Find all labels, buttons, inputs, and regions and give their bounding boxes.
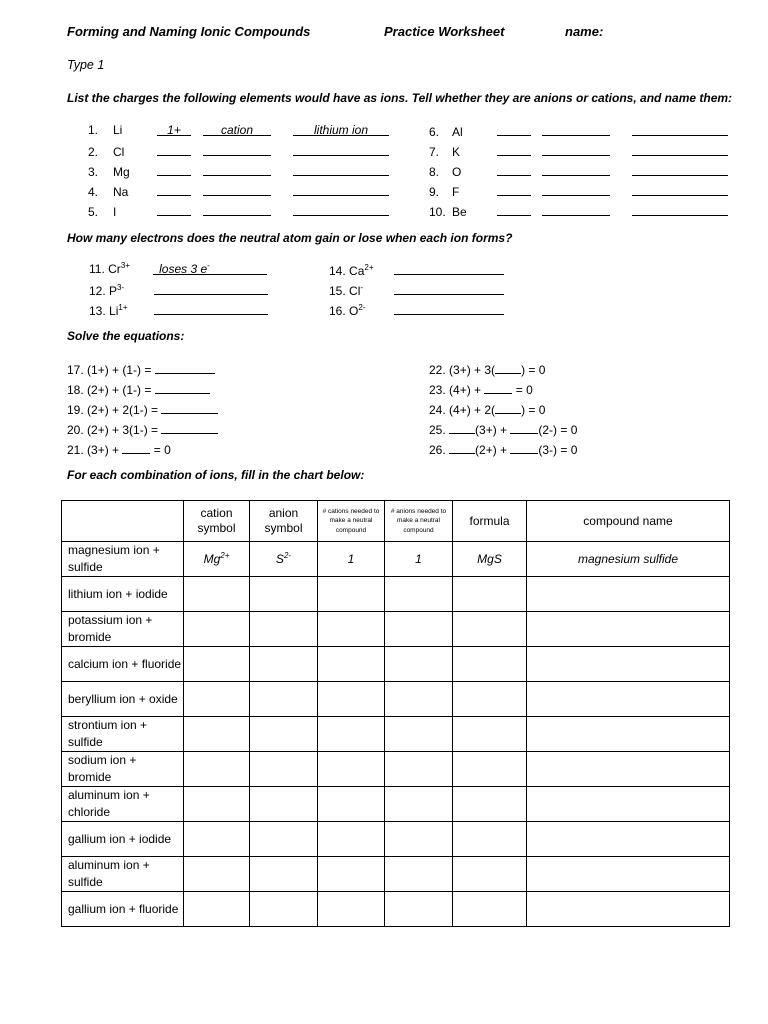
- ion-type-blank[interactable]: [542, 183, 610, 196]
- item-number: 6.: [429, 125, 440, 139]
- electron-change-blank[interactable]: [394, 302, 504, 315]
- ion-type-blank[interactable]: [203, 163, 271, 176]
- element-item: [88, 143, 389, 159]
- equation-item: [429, 361, 545, 377]
- ion-pair-cell: aluminum ion + sulfide: [62, 857, 184, 892]
- charge-blank[interactable]: [497, 183, 531, 196]
- item-number: 22.: [429, 363, 446, 377]
- ion-pair-cell: strontium ion + sulfide: [62, 717, 184, 752]
- header-blank: [62, 501, 184, 542]
- ion-item: [329, 262, 504, 278]
- item-number: 3.: [88, 165, 99, 179]
- chart-row: [62, 822, 730, 857]
- equation-text: (2+) + 2(1-) =: [87, 403, 162, 417]
- cations-needed-cell[interactable]: [318, 822, 385, 857]
- equation-text: (3+) + 3(: [449, 363, 496, 377]
- cation-symbol-cell[interactable]: [184, 682, 250, 717]
- ion-type-blank[interactable]: [203, 203, 271, 216]
- item-number: 1.: [88, 123, 99, 137]
- charge-blank[interactable]: [497, 143, 531, 156]
- equation-item: [429, 421, 577, 437]
- formula-cell[interactable]: [453, 787, 527, 822]
- formula-cell[interactable]: [453, 717, 527, 752]
- item-number: 4.: [88, 185, 99, 199]
- section2-instruction: How many electrons does the neutral atom gain or lose when each ion forms?: [67, 231, 513, 245]
- ion-type-blank[interactable]: [542, 203, 610, 216]
- compound-name-cell[interactable]: [527, 752, 730, 787]
- formula-cell[interactable]: [453, 612, 527, 647]
- element-item: [429, 183, 728, 199]
- ion-symbol: $P^{3-}$: [109, 283, 125, 298]
- ion-pair-cell: magnesium ion + sulfide: [62, 542, 184, 577]
- equation-text: (2+) + (1-) =: [87, 383, 155, 397]
- anion-symbol-cell[interactable]: [250, 577, 318, 612]
- equation-text: = 0: [512, 383, 533, 397]
- ion-type-blank[interactable]: [542, 163, 610, 176]
- equation-answer-blank[interactable]: [449, 421, 475, 434]
- anions-needed-cell[interactable]: [385, 822, 453, 857]
- element-symbol: Be: [452, 205, 467, 219]
- chart-row: [62, 682, 730, 717]
- ion-name-blank[interactable]: [632, 203, 728, 216]
- ion-pair-cell: beryllium ion + oxide: [62, 682, 184, 717]
- anion-symbol-cell[interactable]: [250, 682, 318, 717]
- cations-needed-cell[interactable]: [318, 892, 385, 927]
- cations-needed-cell[interactable]: [318, 647, 385, 682]
- equation-text: (2-) = 0: [538, 423, 578, 437]
- anions-needed-cell[interactable]: [385, 717, 453, 752]
- element-symbol: Na: [113, 185, 129, 199]
- equation-answer-blank[interactable]: [161, 421, 218, 434]
- example-compound-name: magnesium sulfide: [527, 542, 730, 577]
- equation-text: ) = 0: [521, 403, 546, 417]
- ion-pair-cell: sodium ion + bromide: [62, 752, 184, 787]
- element-symbol: Cl: [113, 145, 125, 159]
- anions-needed-cell[interactable]: [385, 892, 453, 927]
- element-item: [88, 163, 389, 179]
- equation-answer-blank[interactable]: [510, 441, 538, 454]
- ion-pair-cell: gallium ion + iodide: [62, 822, 184, 857]
- element-symbol: O: [452, 165, 462, 179]
- item-number: 14.: [329, 264, 346, 278]
- chart-row: [62, 857, 730, 892]
- equation-answer-blank[interactable]: [155, 361, 215, 374]
- item-number: 7.: [429, 145, 440, 159]
- chart-header-row: [62, 501, 730, 542]
- equation-item: [67, 441, 171, 457]
- item-number: 17.: [67, 363, 84, 377]
- charge-blank[interactable]: [497, 203, 531, 216]
- section1-instruction: List the charges the following elements would have as ions. Tell whether they are anions or cations, and name them:: [67, 91, 733, 105]
- compound-name-cell[interactable]: [527, 717, 730, 752]
- item-number: 24.: [429, 403, 446, 417]
- chart-row: [62, 612, 730, 647]
- equation-text: (3+) +: [475, 423, 511, 437]
- electron-change-blank[interactable]: [154, 302, 268, 315]
- ion-pair-cell: aluminum ion + chloride: [62, 787, 184, 822]
- cation-symbol-cell[interactable]: [184, 892, 250, 927]
- formula-cell[interactable]: [453, 647, 527, 682]
- name-label: name:: [565, 24, 604, 39]
- equation-text: (3-) = 0: [538, 443, 578, 457]
- charge-blank[interactable]: [157, 163, 191, 176]
- element-symbol: Li: [113, 123, 123, 137]
- item-number: 15.: [329, 284, 346, 298]
- equation-item: [67, 381, 210, 397]
- equation-text: (3+) +: [87, 443, 123, 457]
- formula-cell[interactable]: [453, 752, 527, 787]
- anion-symbol-cell[interactable]: [250, 822, 318, 857]
- ion-pair-cell: calcium ion + fluoride: [62, 647, 184, 682]
- ion-item: [89, 262, 267, 276]
- equation-answer-blank[interactable]: [484, 381, 512, 394]
- charge-blank[interactable]: [497, 123, 531, 136]
- cations-needed-cell[interactable]: [318, 577, 385, 612]
- equation-text: = 0: [150, 443, 171, 457]
- anion-symbol-cell[interactable]: [250, 752, 318, 787]
- item-number: 11.: [89, 262, 105, 276]
- section4-instruction: For each combination of ions, fill in the chart below:: [67, 468, 365, 482]
- cations-needed-cell[interactable]: [318, 612, 385, 647]
- item-number: 25.: [429, 423, 446, 437]
- ion-item: [89, 302, 268, 318]
- charge-blank[interactable]: [157, 183, 191, 196]
- cations-needed-cell[interactable]: [318, 682, 385, 717]
- electron-change-blank[interactable]: [154, 282, 268, 295]
- cation-symbol-cell[interactable]: [184, 857, 250, 892]
- element-symbol: K: [452, 145, 461, 159]
- item-number: 9.: [429, 185, 440, 199]
- cation-symbol-cell[interactable]: [184, 787, 250, 822]
- ion-pair-cell: potassium ion + bromide: [62, 612, 184, 647]
- item-number: 21.: [67, 443, 84, 457]
- ion-symbol: Cl-: [349, 283, 364, 298]
- worksheet-title: Forming and Naming Ionic Compounds: [67, 24, 311, 39]
- chart-example-row: [62, 542, 730, 577]
- item-number: 26.: [429, 443, 446, 457]
- anion-symbol-cell[interactable]: [250, 612, 318, 647]
- compound-name-cell[interactable]: [527, 857, 730, 892]
- compound-name-cell[interactable]: [527, 612, 730, 647]
- element-item: [429, 143, 728, 159]
- header-cations-needed: # cations needed to make a neutral compound: [318, 501, 385, 542]
- example-anion-symbol: $S^{2-}$: [250, 542, 318, 577]
- equation-answer-blank[interactable]: [122, 441, 150, 454]
- ion-name-blank[interactable]: [293, 143, 389, 156]
- electron-change-blank[interactable]: [394, 262, 504, 275]
- ion-pair-cell: gallium ion + fluoride: [62, 892, 184, 927]
- equation-item: [67, 401, 218, 417]
- ion-type-blank[interactable]: [203, 143, 271, 156]
- cation-symbol-cell[interactable]: [184, 612, 250, 647]
- example-anions-needed: 1: [385, 542, 453, 577]
- chart-row: [62, 577, 730, 612]
- item-number: 18.: [67, 383, 84, 397]
- formula-cell[interactable]: [453, 577, 527, 612]
- item-number: 5.: [88, 205, 99, 219]
- anion-symbol-cell[interactable]: [250, 892, 318, 927]
- compound-name-cell[interactable]: [527, 577, 730, 612]
- ion-item: [329, 282, 504, 298]
- equation-item: [429, 441, 577, 457]
- chart-row: [62, 717, 730, 752]
- equation-item: [67, 361, 215, 377]
- element-symbol: I: [113, 205, 117, 219]
- item-number: 13.: [89, 304, 106, 318]
- anions-needed-cell[interactable]: [385, 577, 453, 612]
- equation-text: (4+) + 2(: [449, 403, 496, 417]
- element-item: [429, 123, 728, 139]
- item-number: 8.: [429, 165, 440, 179]
- ion-pair-cell: lithium ion + iodide: [62, 577, 184, 612]
- equation-answer-blank[interactable]: [510, 421, 538, 434]
- item-number: 23.: [429, 383, 446, 397]
- anions-needed-cell[interactable]: [385, 612, 453, 647]
- element-item: [88, 123, 389, 137]
- header-cation-symbol: cation symbol: [184, 501, 250, 542]
- ion-name-blank[interactable]: [632, 123, 728, 136]
- anion-symbol-cell[interactable]: [250, 857, 318, 892]
- equation-text: ) = 0: [521, 363, 546, 377]
- ion-symbol: $Li^{1+}$: [109, 303, 128, 318]
- ion-item: [89, 282, 268, 298]
- item-number: 16.: [329, 304, 346, 318]
- ion-type-blank[interactable]: cation: [203, 123, 271, 136]
- item-number: 2.: [88, 145, 99, 159]
- anion-symbol-cell[interactable]: [250, 717, 318, 752]
- ion-name-blank[interactable]: [293, 183, 389, 196]
- chart-row: [62, 787, 730, 822]
- ion-name-blank[interactable]: [293, 163, 389, 176]
- anion-symbol-cell[interactable]: [250, 787, 318, 822]
- header-formula: formula: [453, 501, 527, 542]
- ion-name-blank[interactable]: [632, 143, 728, 156]
- header-anions-needed: # anions needed to make a neutral compound: [385, 501, 453, 542]
- charge-blank[interactable]: [157, 143, 191, 156]
- type-label: Type 1: [67, 58, 105, 72]
- item-number: 10.: [429, 205, 446, 219]
- ion-name-blank[interactable]: lithium ion: [293, 123, 389, 136]
- ion-item: [329, 302, 504, 318]
- item-number: 12.: [89, 284, 106, 298]
- ion-chart-table: [61, 500, 730, 927]
- element-symbol: Al: [452, 125, 463, 139]
- anions-needed-cell[interactable]: [385, 647, 453, 682]
- example-formula: MgS: [453, 542, 527, 577]
- electron-change-blank[interactable]: [394, 282, 504, 295]
- chart-row: [62, 752, 730, 787]
- equation-text: (2+) + 3(1-) =: [87, 423, 162, 437]
- cation-symbol-cell[interactable]: [184, 752, 250, 787]
- item-number: 20.: [67, 423, 84, 437]
- equation-item: [429, 401, 545, 417]
- worksheet-subtitle: Practice Worksheet: [384, 24, 505, 39]
- compound-name-cell[interactable]: [527, 892, 730, 927]
- ion-symbol: $Cr^{3+}$: [108, 261, 130, 276]
- header-anion-symbol: anion symbol: [250, 501, 318, 542]
- example-cation-symbol: $Mg^{2+}$: [184, 542, 250, 577]
- equation-answer-blank[interactable]: [449, 441, 475, 454]
- element-symbol: F: [452, 185, 460, 199]
- equation-answer-blank[interactable]: [495, 401, 521, 414]
- ion-name-blank[interactable]: [632, 183, 728, 196]
- cation-symbol-cell[interactable]: [184, 717, 250, 752]
- element-symbol: Mg: [113, 165, 130, 179]
- ion-type-blank[interactable]: [203, 183, 271, 196]
- equation-answer-blank[interactable]: [495, 361, 521, 374]
- formula-cell[interactable]: [453, 822, 527, 857]
- anions-needed-cell[interactable]: [385, 857, 453, 892]
- cations-needed-cell[interactable]: [318, 717, 385, 752]
- chart-row: [62, 647, 730, 682]
- example-cations-needed: 1: [318, 542, 385, 577]
- compound-name-cell[interactable]: [527, 682, 730, 717]
- element-item: [429, 163, 728, 179]
- cations-needed-cell[interactable]: [318, 752, 385, 787]
- element-item: [88, 183, 389, 199]
- anions-needed-cell[interactable]: [385, 682, 453, 717]
- equation-text: (4+) +: [449, 383, 485, 397]
- ion-type-blank[interactable]: [542, 143, 610, 156]
- equation-text: (2+) +: [475, 443, 511, 457]
- equation-item: [67, 421, 218, 437]
- item-number: 19.: [67, 403, 84, 417]
- equation-item: [429, 381, 533, 397]
- ion-name-blank[interactable]: [293, 203, 389, 216]
- electron-change-blank[interactable]: loses 3 e-: [153, 262, 267, 275]
- anions-needed-cell[interactable]: [385, 752, 453, 787]
- anions-needed-cell[interactable]: [385, 787, 453, 822]
- charge-blank[interactable]: [497, 163, 531, 176]
- cations-needed-cell[interactable]: [318, 787, 385, 822]
- cations-needed-cell[interactable]: [318, 857, 385, 892]
- ion-type-blank[interactable]: [542, 123, 610, 136]
- compound-name-cell[interactable]: [527, 647, 730, 682]
- equation-text: (1+) + (1-) =: [87, 363, 155, 377]
- header-compound-name: compound name: [527, 501, 730, 542]
- section3-instruction: Solve the equations:: [67, 329, 185, 343]
- cation-symbol-cell[interactable]: [184, 822, 250, 857]
- formula-cell[interactable]: [453, 857, 527, 892]
- ion-name-blank[interactable]: [632, 163, 728, 176]
- ion-symbol: $Ca^{2+}$: [349, 263, 374, 278]
- element-item: [429, 203, 728, 219]
- anion-symbol-cell[interactable]: [250, 647, 318, 682]
- charge-blank[interactable]: [157, 203, 191, 216]
- cation-symbol-cell[interactable]: [184, 647, 250, 682]
- element-item: [88, 203, 389, 219]
- compound-name-cell[interactable]: [527, 787, 730, 822]
- cation-symbol-cell[interactable]: [184, 577, 250, 612]
- ion-symbol: $O^{2-}$: [349, 303, 366, 318]
- chart-row: [62, 892, 730, 927]
- equation-answer-blank[interactable]: [155, 381, 210, 394]
- formula-cell[interactable]: [453, 892, 527, 927]
- charge-blank[interactable]: 1+: [157, 123, 191, 136]
- equation-answer-blank[interactable]: [161, 401, 218, 414]
- compound-name-cell[interactable]: [527, 822, 730, 857]
- formula-cell[interactable]: [453, 682, 527, 717]
